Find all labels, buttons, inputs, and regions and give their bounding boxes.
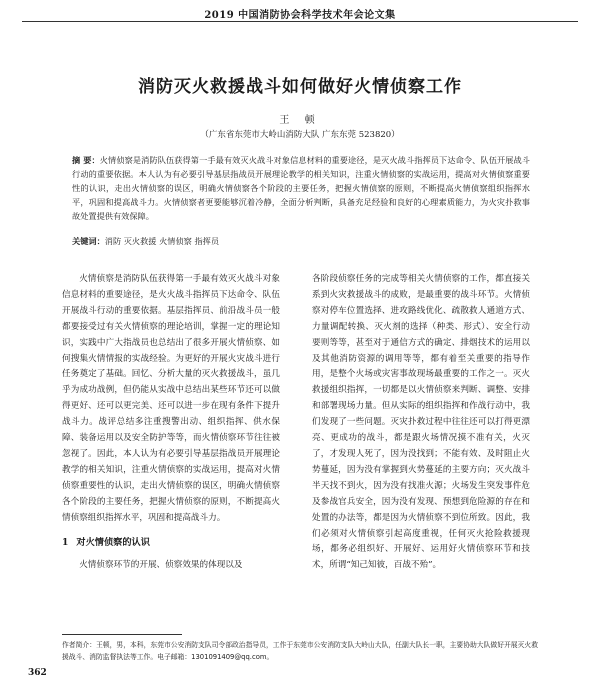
continued-paragraph: 各阶段侦察任务的完成等相关火情侦察的工作，都直接关系到火灾救援战斗的成败，是最重要的战斗环节。火情侦察对停车位置选择、进攻路线优化、疏散救人通道方式、力量调配转换、灭火剂的选择（种类、形式）、安全行动要则等等，甚至对于通信方式的确定、排烟技术的运用以及其他消防资源的调用等等，都有着至关重要的指导作用，是整个火场或灾害事故现场最重要的工作之一。灭火救援组织指挥，一切都是以火情侦察来判断、调整、安排和部署现场力量。但从实际的组织指挥和作战行动中，我们发现了一些问题。灭灾扑救过程中往往还可以打得更漂亮、更成功的战斗，都是跟火场情况摸不准有关，火灭了，才发现人死了，因为没找到；不能有效、及时阻止火势蔓延，因为没有掌握到火势蔓延的主要方向；灭火战斗半天找不到火，因为没有找准火源；火场发生突发事件危及参战官兵安全，因为没有发现、预想到危险源的存在和处置的办法等，都是因为火情侦察不到位所致。因此，我们必须对火情侦察引起高度重视，任何灭火抢险救援现场，都务必组织好、开展好、运用好火情侦察环节和技术，所谓“知己知彼，百战不殆”。 (312, 274, 530, 571)
abstract-label: 摘 要： (72, 155, 100, 165)
abstract-text: 火情侦察是消防队伍获得第一手最有效灭火战斗对象信息材料的重要途径，是灭火战斗指挥员下达命令、队伍开展战斗行动的重要依据。本人认为有必要引导基层指战员开展理论教学的相关知识，注重火情侦察的实战运用，提高对火情侦察重要性的认识，走出火情侦察的误区，明确火情侦察各个阶段的主要任务，把握火情侦察的原则，不断提高火情侦察组织指挥水平，巩固和提高战斗力。火情侦察者更要能够沉着冷静，全面分析判断，具备充足经验和良好的心理素质能力，为火灾扑救事故处置提供有效保障。 (72, 155, 530, 221)
keywords (72, 236, 530, 247)
section-1-paragraph: 火情侦察环节的开展、侦察效果的体现以及 (79, 560, 243, 571)
footnote-divider (62, 634, 182, 635)
page-number: 362 (28, 668, 47, 678)
paper-title: 消防灭火救援战斗如何做好火情侦察工作 (138, 77, 462, 97)
author-footnote: 作者简介：王顿，男，本科，东莞市公安消防支队司令部政治指导员，工作于东莞市公安消防支队大岭山大队，任副大队长一职，主要协助大队做好开展灭火救援战斗、消防监督执法等工作。电子邮箱：1301091409@qq.com。 (62, 641, 538, 661)
abstract (72, 153, 530, 223)
section-heading-1 (62, 535, 280, 551)
keywords-list: 消防 灭火救援 火情侦察 指挥员 (104, 236, 220, 246)
running-header: 2019 中国消防协会科学技术年会论文集 (204, 10, 396, 21)
section-title: 对火情侦察的认识 (76, 536, 150, 548)
right-column (312, 272, 530, 574)
header-divider (22, 21, 578, 22)
author-affiliation: （广东省东莞市大岭山消防大队 广东东莞 523820） (200, 130, 400, 140)
keywords-label: 关键词： (72, 236, 105, 246)
left-column (62, 272, 280, 574)
author-name: 王 顿 (279, 115, 321, 126)
section-number: 1 (62, 536, 69, 548)
intro-paragraph: 火情侦察是消防队伍获得第一手最有效灭火战斗对象信息材料的重要途径，是火火战斗指挥员下达命令、队伍开展战斗行动的重要依据。基层指挥员、前沿战斗员一般都要接受过有关火情侦察的理论培训，掌握一定的理论知识，实践中广大指战员也总结出了很多开展火情侦察、如何搜集火情情报的实战经验。为更好的开展火灾战斗进行任务奠定了基础。回忆、分析大量的灭火救援战斗，虽几乎为成功战例，但仍能从实战中总结出某些环节还可以做得更好、还可以更完美、还可以进一步在现有条件下提升战斗力。战评总结多注重搜警出动、组织指挥、供水保障、装备运用以及安全防护等等，而火情侦察环节往往被忽视了。因此，本人认为有必要引导基层指战员开展理论教学的相关知识，注重火情侦察的实战运用，提高对火情侦察重要性的认识，走出火情侦察的误区，明确火情侦察各个阶段的主要任务，把握火情侦察的原则，不断提高火情侦察组织指挥水平，巩固和提高战斗力。 (62, 274, 280, 523)
